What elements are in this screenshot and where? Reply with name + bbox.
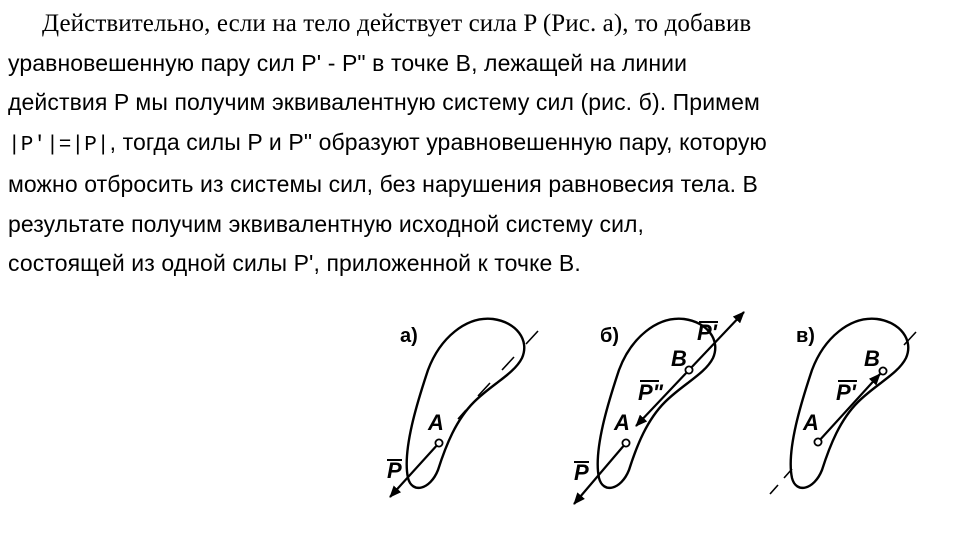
figure-a-label-a: A bbox=[428, 410, 444, 435]
figure-c-label-a: A bbox=[803, 410, 819, 435]
paragraph-line-5: можно отбросить из системы сил, без нарушения равновесия тела. В bbox=[8, 171, 759, 197]
figure-c-point-a bbox=[814, 438, 821, 445]
figure-b-tag: б) bbox=[600, 325, 620, 347]
figure-b bbox=[574, 312, 744, 504]
paragraph-line-2: уравновешенную пару сил P' - P" в точке B, лежащей на линии bbox=[8, 49, 688, 76]
figure-c-point-b bbox=[879, 367, 886, 374]
figure-a-point-a bbox=[435, 439, 442, 446]
paragraph-line-1: Действительно, если на тело действует сила P (Рис. а), то добавив bbox=[42, 10, 752, 37]
figure-a-tag: а) bbox=[400, 325, 418, 347]
figure-a bbox=[387, 319, 538, 497]
figure-b-label-p1: P' bbox=[697, 320, 717, 345]
figure-c-tag: в) bbox=[796, 325, 815, 347]
figure-b-label-p: P bbox=[574, 460, 589, 485]
figure-b-label-p2: P" bbox=[638, 380, 664, 405]
modulus-equality: |P'|=|P| bbox=[8, 133, 110, 157]
figure-c-label-b: B bbox=[864, 346, 880, 371]
figure-a-label-p: P bbox=[387, 458, 402, 483]
figure-c bbox=[770, 319, 916, 494]
paragraph-line-4-rest: , тогда силы P и P" образуют уравновешенную пару, которую bbox=[109, 128, 767, 155]
figure-b-label-b: B bbox=[671, 346, 687, 371]
figure-c-label-p1: P' bbox=[836, 380, 856, 405]
paragraph-line-6: результате получим эквивалентную исходной систему сил, bbox=[8, 210, 645, 237]
paragraph-line-3: действия P мы получим эквивалентную систему сил (рис. б). Примем bbox=[8, 89, 760, 115]
paragraph-line-7: состоящей из одной силы P', приложенной к точке B. bbox=[8, 250, 581, 276]
figure-b-label-a: A bbox=[614, 410, 630, 435]
figure-b-point-a bbox=[622, 439, 629, 446]
figure-a-body bbox=[407, 319, 525, 488]
